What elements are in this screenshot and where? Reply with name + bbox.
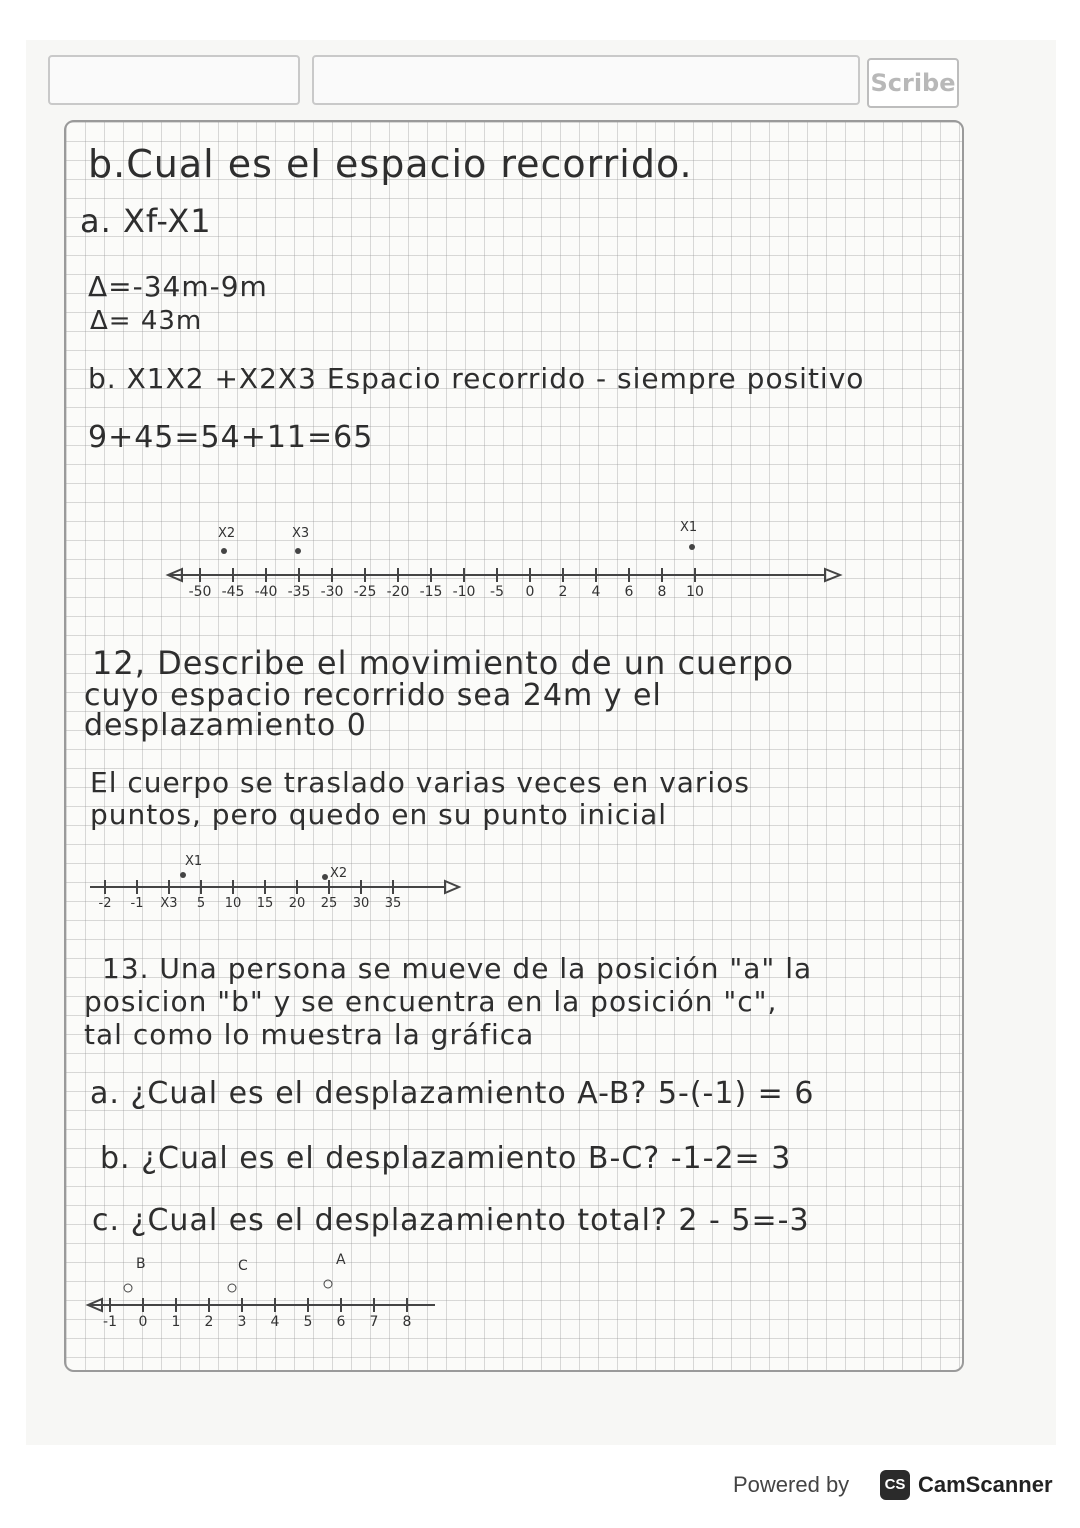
tick-label: 1	[171, 1314, 181, 1330]
delta-calc-2: Δ= 43m	[90, 306, 203, 336]
tick-label: -20	[386, 584, 410, 600]
tick-label: 3	[237, 1314, 247, 1330]
scribe-logo: Scribe	[867, 58, 959, 108]
question-13-line3: tal como lo muestra la gráfica	[84, 1018, 535, 1051]
answer-12-line1: El cuerpo se traslado varias veces en varios	[90, 766, 750, 799]
number-line-2	[85, 845, 485, 930]
tick-label: 10	[686, 584, 704, 600]
tick-label: -50	[188, 584, 212, 600]
tick-label: 10	[224, 896, 242, 911]
tick-label: -2	[98, 896, 112, 911]
tick-label: 8	[657, 584, 667, 600]
distance-definition: b. X1X2 +X2X3 Espacio recorrido - siempre positivo	[88, 362, 865, 395]
tick-label: -5	[490, 584, 504, 600]
point-x3	[295, 548, 301, 554]
tick-label: 6	[336, 1314, 346, 1330]
axis1-label-x3: X3	[292, 526, 310, 541]
point-x2	[221, 548, 227, 554]
tick-label: 30	[352, 896, 370, 911]
tick-label: -1	[130, 896, 144, 911]
number-line-3	[80, 1250, 480, 1340]
position-a-label: A	[336, 1252, 346, 1268]
tick-label: X3	[160, 896, 178, 911]
formula-line: a. Xf-X1	[80, 202, 212, 240]
tick-label: -40	[254, 584, 278, 600]
person-a-icon	[324, 1280, 332, 1288]
tick-label: -1	[103, 1314, 117, 1330]
tick-label: 2	[204, 1314, 214, 1330]
tick-label: 25	[320, 896, 338, 911]
header-field-left	[48, 55, 300, 105]
tick-label: 7	[369, 1314, 379, 1330]
tick-label: -45	[221, 584, 245, 600]
point-x1	[689, 544, 695, 550]
tick-label: 5	[196, 896, 206, 911]
axis1-label-x1: X1	[680, 520, 698, 535]
number-line-1	[160, 515, 850, 615]
question-12-line1: 12, Describe el movimiento de un cuerpo	[92, 644, 795, 682]
question-13b: b. ¿Cual es el desplazamiento B-C? -1-2= 3	[100, 1141, 792, 1176]
axis2-label-x1: X1	[185, 854, 203, 869]
tick-label: 5	[303, 1314, 313, 1330]
tick-label: -15	[419, 584, 443, 600]
tick-label: 35	[384, 896, 402, 911]
position-c-label: C	[238, 1258, 248, 1274]
tick-label: -35	[287, 584, 311, 600]
question-13c: c. ¿Cual es el desplazamiento total? 2 - 5=-3	[92, 1203, 810, 1238]
question-b-title: b.Cual es el espacio recorrido.	[88, 142, 693, 186]
powered-by-text: Powered by	[733, 1472, 850, 1497]
person-c-icon	[228, 1284, 236, 1292]
question-12-line2: cuyo espacio recorrido sea 24m y el	[84, 678, 662, 713]
point-x2	[322, 874, 328, 880]
question-13a: a. ¿Cual es el desplazamiento A-B? 5-(-1) = 6	[90, 1076, 815, 1111]
tick-label: 15	[256, 896, 274, 911]
position-b-label: B	[136, 1256, 146, 1272]
tick-label: 2	[558, 584, 568, 600]
tick-label: 0	[138, 1314, 148, 1330]
camscanner-brand: CamScanner	[918, 1472, 1053, 1497]
question-12-line3: desplazamiento 0	[84, 708, 367, 743]
tick-label: -25	[353, 584, 377, 600]
axis2-label-x2: X2	[330, 866, 348, 881]
arrow-right-icon	[445, 881, 459, 893]
delta-calc-1: Δ=-34m-9m	[88, 270, 268, 303]
tick-label: -10	[452, 584, 476, 600]
distance-sum: 9+45=54+11=65	[88, 420, 374, 455]
tick-label: 8	[402, 1314, 412, 1330]
tick-label: -30	[320, 584, 344, 600]
tick-label: 4	[591, 584, 601, 600]
answer-12-line2: puntos, pero quedo en su punto inicial	[90, 798, 668, 831]
question-13-line2: posicion "b" y se encuentra en la posición "c",	[84, 985, 778, 1018]
point-x1	[180, 872, 186, 878]
person-b-icon	[124, 1284, 132, 1292]
axis1-label-x2: X2	[218, 526, 236, 541]
tick-label: 6	[624, 584, 634, 600]
question-13-line1: 13. Una persona se mueve de la posición "a" la	[102, 952, 813, 985]
header-field-right	[312, 55, 860, 105]
tick-label: 20	[288, 896, 306, 911]
tick-label: 0	[525, 584, 535, 600]
tick-label: 4	[270, 1314, 280, 1330]
camscanner-logo-icon: CS	[880, 1470, 910, 1500]
arrow-right-icon	[825, 569, 840, 581]
